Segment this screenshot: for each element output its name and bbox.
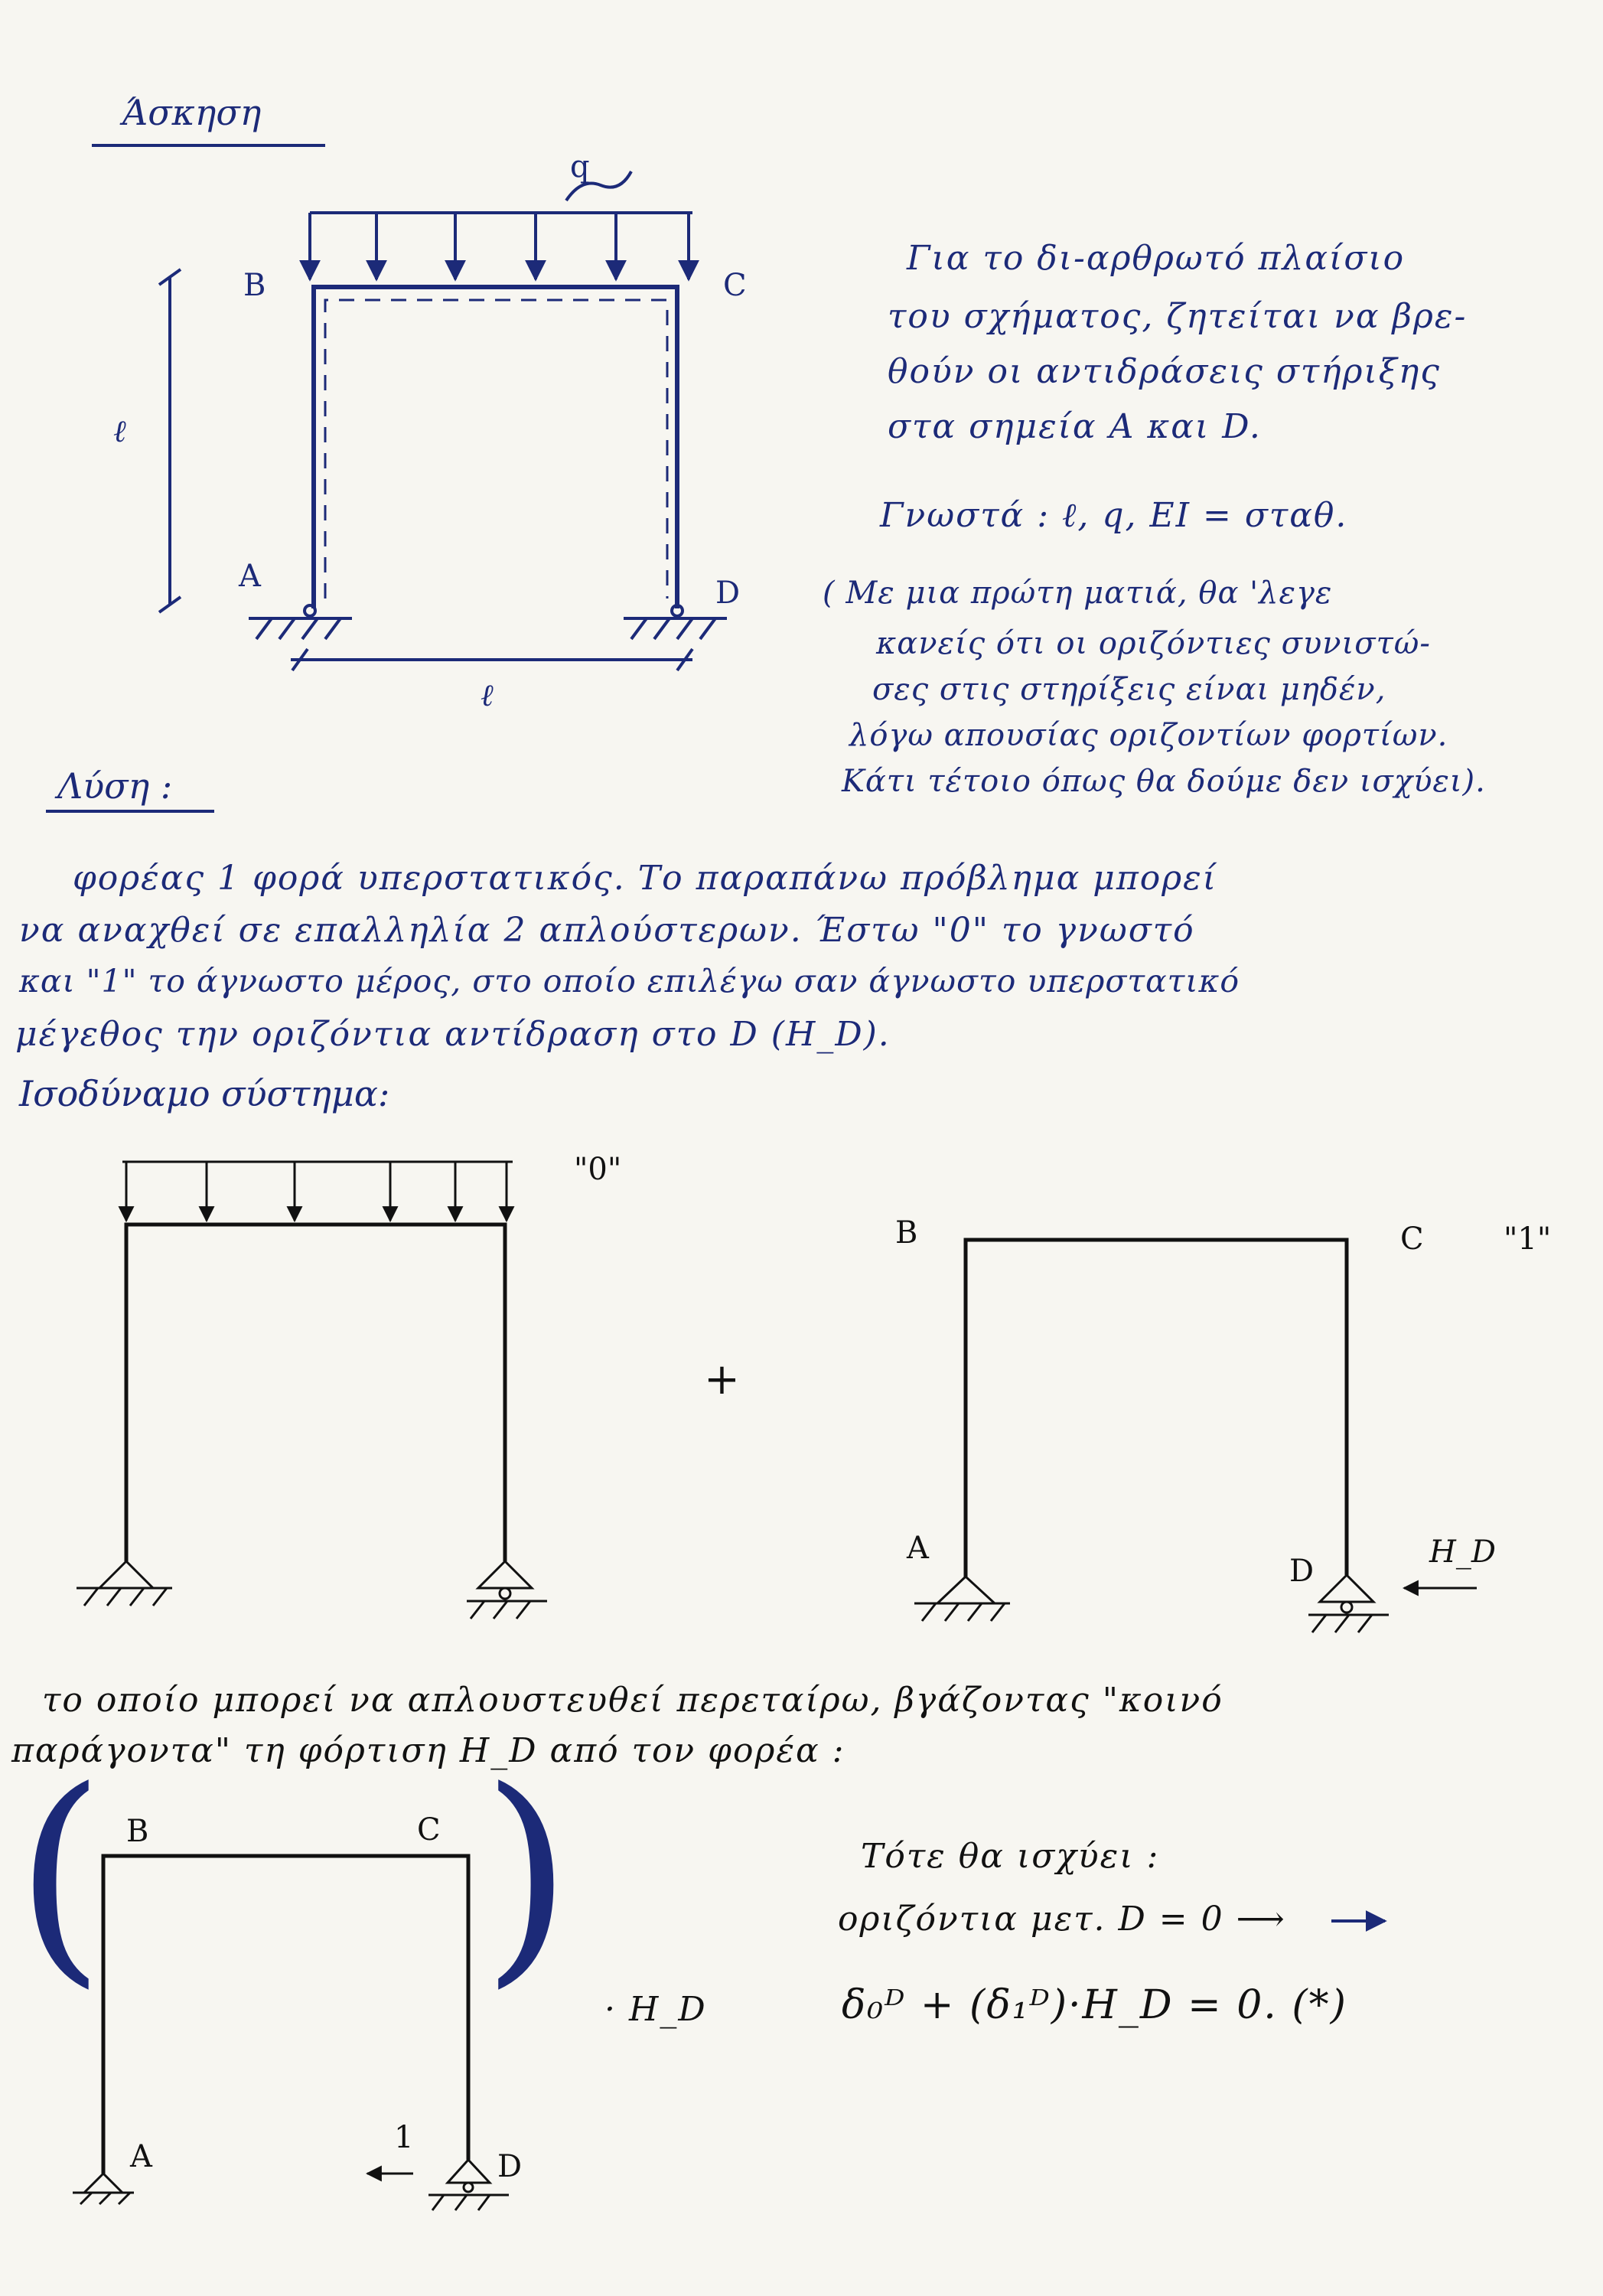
problem-line-3: θούν οι αντιδράσεις στήριξης [888, 352, 1441, 391]
horizontal-displacement-condition: οριζόντια μετ. D = 0 ⟶ [838, 1900, 1286, 1939]
known-quantities: Γνωστά : ℓ, q, EI = σταθ. [880, 496, 1348, 535]
dimension-height [159, 269, 181, 612]
solution-line-4: μέγεθος την οριζόντια αντίδραση στο D (H_D). [15, 1015, 891, 1054]
note-line-2: κανείς ότι οι οριζόντιες συνιστώ- [876, 626, 1431, 661]
then-it-holds: Τότε θα ισχύει : [861, 1837, 1160, 1876]
page-title: Άσκηση [122, 92, 262, 133]
distributed-load-arrows [310, 171, 692, 279]
simplify-line-2: παράγοντα" τη φόρτιση H_D από τον φορέα : [11, 1731, 845, 1770]
problem-line-1: Για το δι-αρθρωτό πλαίσιο [907, 239, 1406, 278]
unit-load-value: 1 [394, 2120, 414, 2155]
system-1-node-b: B [895, 1215, 918, 1251]
system-1-frame [914, 1240, 1477, 1632]
load-label-q: q [570, 149, 590, 184]
node-label-b: B [243, 268, 266, 303]
compatibility-equation: δ₀ᴰ + (δ₁ᴰ)·H_D = 0. (*) [842, 1982, 1347, 2028]
height-label: ℓ [113, 414, 126, 449]
problem-line-4: στα σημεία A και D. [888, 407, 1262, 446]
system-0-label: "0" [574, 1152, 622, 1187]
unit-frame-node-c: C [417, 1812, 441, 1848]
ground-hatch-a [249, 618, 352, 639]
solution-line-3: και "1" το άγνωστο μέρος, στο οποίο επιλέγω σαν άγνωστο υπερστατικό [19, 963, 1240, 1000]
frame-members [314, 287, 677, 608]
system-1-label: "1" [1504, 1221, 1552, 1257]
left-parenthesis: ( [15, 1741, 106, 2008]
ground-hatch-d [624, 618, 727, 639]
solution-line-1: φορέας 1 φορά υπερστατικός. Το παραπάνω πρόβλημα μπορεί [73, 859, 1218, 898]
note-line-3: σες στις στηρίξεις είναι μηδέν, [872, 672, 1386, 707]
solution-heading: Λύση : [57, 765, 173, 807]
multiplier-hd: · H_D [604, 1990, 707, 2029]
system-1-node-d: D [1289, 1554, 1315, 1589]
system-0-frame [77, 1162, 547, 1619]
solution-line-2: να αναχθεί σε επαλληλία 2 απλούστερων. Έστω "0" το γνωστό [19, 911, 1195, 950]
dimension-span [291, 649, 692, 670]
node-label-d: D [715, 576, 741, 611]
frame-figure-1 [159, 171, 727, 670]
note-line-4: λόγω απουσίας οριζοντίων φορτίων. [849, 718, 1448, 753]
system-1-node-c: C [1400, 1221, 1424, 1257]
fiber-dashed-line [325, 300, 667, 598]
system-1-node-a: A [907, 1531, 929, 1566]
simplify-line-1: το οποίο μπορεί να απλουστευθεί περεταίρω, βγάζοντας "κοινό [42, 1681, 1223, 1720]
span-label: ℓ [481, 678, 494, 713]
unit-frame-node-d: D [497, 2149, 523, 2184]
equivalent-system-heading: Ισοδύναμο σύστημα: [19, 1073, 390, 1114]
problem-line-2: του σχήματος, ζητείται να βρε- [888, 297, 1468, 336]
unit-frame-node-a: A [130, 2139, 152, 2174]
unit-frame-node-b: B [126, 1814, 149, 1849]
force-hd-label: H_D [1429, 1534, 1496, 1570]
right-parenthesis: ) [482, 1741, 572, 2008]
node-label-a: A [239, 559, 261, 594]
plus-sign: + [704, 1355, 740, 1404]
node-label-c: C [723, 268, 747, 303]
note-line-5: Κάτι τέτοιο όπως θα δούμε δεν ισχύει). [842, 764, 1486, 799]
note-line-1: ( Με μια πρώτη ματιά, θα 'λεγε [823, 576, 1333, 611]
pin-support-a [305, 605, 315, 616]
